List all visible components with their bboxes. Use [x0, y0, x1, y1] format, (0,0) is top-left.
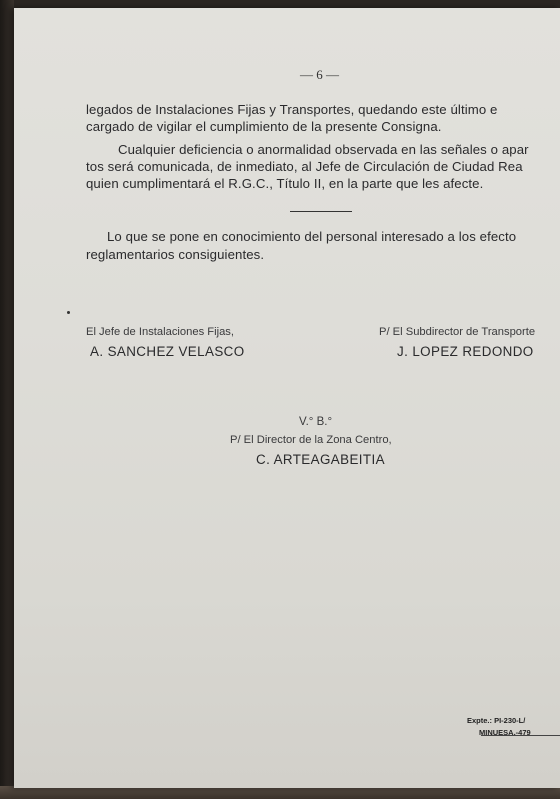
left-signatory-role: El Jefe de Instalaciones Fijas, — [86, 326, 234, 338]
paragraph-line-5: quien cumplimentará el R.G.C., Título II, en la parte que les afecte. — [86, 176, 484, 191]
paragraph-line-6: Lo que se pone en conocimiento del personal interesado a los efecto — [107, 229, 517, 244]
visto-bueno: V.° B.° — [299, 416, 333, 428]
left-signatory-name: A. SANCHEZ VELASCO — [90, 344, 245, 359]
document-page — [14, 8, 560, 788]
right-signatory-name: J. LOPEZ REDONDO — [397, 344, 534, 359]
right-signatory-role: P/ El Subdirector de Transporte — [379, 326, 536, 338]
center-signatory-role: P/ El Director de la Zona Centro, — [230, 434, 392, 446]
paragraph-line-1: legados de Instalaciones Fijas y Transportes, quedando este último e — [86, 102, 498, 117]
paragraph-line-3: Cualquier deficiencia o anormalidad observada en las señales o apar — [118, 142, 529, 157]
printer-reference: MINUESA.-479 — [479, 728, 531, 737]
file-reference: Expte.: PI-230-L/ — [467, 716, 526, 725]
ink-mark — [67, 311, 70, 314]
page-number: — 6 — — [300, 67, 339, 82]
center-signatory-name: C. ARTEAGABEITIA — [256, 452, 385, 467]
section-divider — [290, 211, 352, 212]
background-left-edge — [0, 0, 14, 799]
paragraph-line-4: tos será comunicada, de inmediato, al Jefe de Circulación de Ciudad Rea — [86, 159, 523, 174]
paragraph-line-7: reglamentarios consiguientes. — [86, 247, 265, 262]
paragraph-line-2: cargado de vigilar el cumplimiento de la presente Consigna. — [86, 119, 442, 134]
